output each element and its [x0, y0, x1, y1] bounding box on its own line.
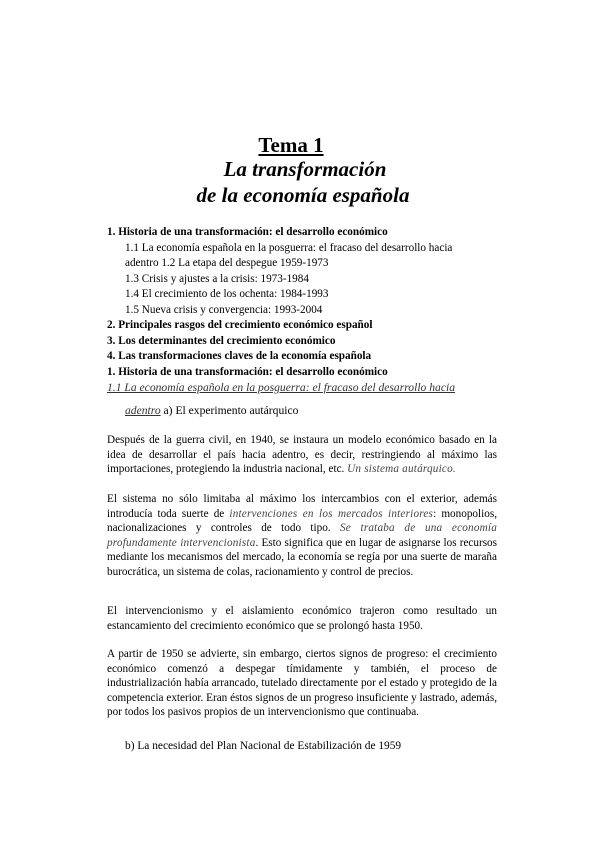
- toc-subitem-1-4: 1.4 El crecimiento de los ochenta: 1984-1993: [125, 288, 329, 300]
- paragraph-1-text: Después de la guerra civil, en 1940, se instaura un modelo económico basado en la idea de desarrollar el país hacia adentro, es decir, restringiendo al máximo las importaciones, protegiendo la industria nacional, etc.: [107, 434, 497, 476]
- toc-item-1: 1. Historia de una transformación: el desarrollo económico: [107, 226, 388, 238]
- paragraph-2: [107, 492, 497, 580]
- paragraph-1: [107, 433, 497, 477]
- topic-number: Tema 1: [258, 133, 324, 157]
- paragraph-2-emphasis-a: intervenciones en los mercados interiores: [229, 507, 434, 520]
- subsection-b-heading: b) La necesidad del Plan Nacional de Estabilización de 1959: [125, 740, 402, 752]
- toc-item-4: 4. Las transformaciones claves de la economía española: [107, 350, 372, 362]
- subsection-a-heading: [125, 404, 298, 417]
- paragraph-3: El intervencionismo y el aislamiento económico trajeron como resultado un estancamiento del crecimiento económico que se prolongó hasta 1950.: [107, 605, 497, 632]
- paragraph-1-emphasis: Un sistema autárquico.: [347, 463, 456, 476]
- toc-subitem-1-3: 1.3 Crisis y ajustes a la crisis: 1973-1984: [125, 272, 309, 285]
- toc-item-2: 2. Principales rasgos del crecimiento económico español: [107, 319, 373, 331]
- section-1-1-heading: 1.1 La economía española en la posguerra: el fracaso del desarrollo hacia: [107, 381, 455, 394]
- toc-item-3: 3. Los determinantes del crecimiento económico: [107, 334, 336, 347]
- paragraph-2-text-c: . Esto significa que en lugar de asignarse los recursos mediante los mecanismos del mercado, la economía se regía por una suerte de maraña burocrática, un sistema de colas, racionamiento y control de precios.: [107, 536, 497, 578]
- toc-subitem-1-5: 1.5 Nueva crisis y convergencia: 1993-2004: [125, 303, 323, 316]
- paragraph-2-text-b: : monopolios, nacionalizaciones y controles de todo tipo.: [107, 507, 497, 535]
- section-heading-continuation: adentro: [125, 404, 161, 417]
- toc-subitem-1-2: adentro 1.2 La etapa del despegue 1959-1973: [125, 257, 329, 269]
- section-1-title: 1. Historia de una transformación: el desarrollo económico: [107, 365, 388, 378]
- paragraph-2-emphasis-b: Se trataba de una economía profundamente intervencionista: [107, 522, 497, 549]
- table-of-contents: [107, 225, 507, 380]
- topic-title-line1: La transformación: [223, 157, 387, 181]
- toc-subitem-1-1: 1.1 La economía española en la posguerra: el fracaso del desarrollo hacia: [125, 241, 453, 254]
- paragraph-2-text-a: El sistema no sólo limitaba al máximo los intercambios con el exterior, además introducía toda suerte de: [107, 493, 497, 520]
- topic-title-line2: de la economía española: [196, 183, 410, 207]
- title-block: [0, 133, 600, 208]
- paragraph-4: A partir de 1950 se advierte, sin embargo, ciertos signos de progreso: el crecimiento económico comenzó a despegar tímidamente y también, el proceso de industrialización había arrancado, tutelado directamente por el estado y protegido de la competencia exterior. Eran éstos signos de un progreso insuficiente y lastrado, además, por todos los pasivos propios de un intervencionismo que continuaba.: [107, 648, 497, 719]
- subsection-a-label: a) El experimento autárquico: [160, 404, 299, 417]
